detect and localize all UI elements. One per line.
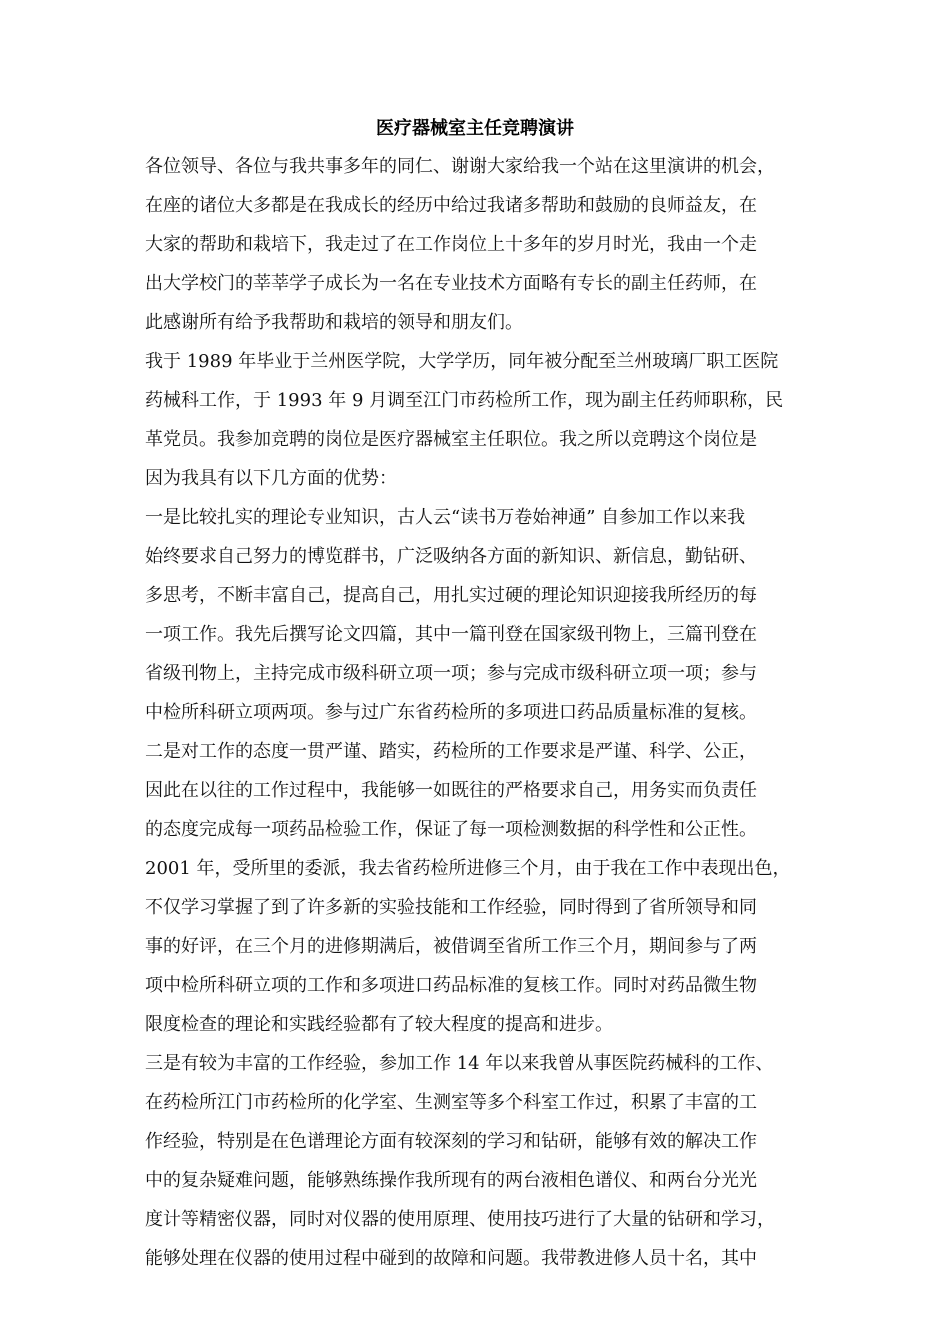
text-line: 多思考，不断丰富自己，提高自己，用扎实过硬的理论知识迎接我所经历的每 <box>145 585 757 606</box>
text-line: 一是比较扎实的理论专业知识，古人云“读书万卷始神通” 自参加工作以来我 <box>145 507 746 528</box>
text-line: 的态度完成每一项药品检验工作，保证了每一项检测数据的科学性和公正性。 <box>145 819 757 840</box>
text-line: 不仅学习掌握了到了许多新的实验技能和工作经验，同时得到了省所领导和同 <box>145 897 757 918</box>
text-line: 药械科工作，于 1993 年 9 月调至江门市药检所工作，现为副主任药师职称，民 <box>145 390 784 411</box>
text-line: 在座的诸位大多都是在我成长的经历中给过我诸多帮助和鼓励的良师益友，在 <box>145 195 757 216</box>
text-line: 2001 年，受所里的委派，我去省药检所进修三个月，由于我在工作中表现出色， <box>145 858 791 879</box>
text-line: 项中检所科研立项的工作和多项进口药品标准的复核工作。同时对药品微生物 <box>145 975 757 996</box>
text-line: 作经验，特别是在色谱理论方面有较深刻的学习和钻研，能够有效的解决工作 <box>145 1131 757 1152</box>
document-title: 医疗器械室主任竞聘演讲 <box>376 118 574 139</box>
text-line: 因此在以往的工作过程中，我能够一如既往的严格要求自己，用务实而负责任 <box>145 780 757 801</box>
text-line: 一项工作。我先后撰写论文四篇，其中一篇刊登在国家级刊物上，三篇刊登在 <box>145 624 757 645</box>
text-line: 在药检所江门市药检所的化学室、生测室等多个科室工作过，积累了丰富的工 <box>145 1092 757 1113</box>
text-line: 因为我具有以下几方面的优势： <box>145 468 397 489</box>
text-line: 度计等精密仪器，同时对仪器的使用原理、使用技巧进行了大量的钻研和学习， <box>145 1209 775 1230</box>
text-line: 此感谢所有给予我帮助和栽培的领导和朋友们。 <box>145 312 523 333</box>
text-line: 我于 1989 年毕业于兰州医学院，大学学历，同年被分配至兰州玻璃厂职工医院 <box>145 351 779 372</box>
text-line: 能够处理在仪器的使用过程中碰到的故障和问题。我带教进修人员十名，其中 <box>145 1248 757 1269</box>
text-line: 二是对工作的态度一贯严谨、踏实，药检所的工作要求是严谨、科学、公正， <box>145 741 757 762</box>
text-line: 事的好评，在三个月的进修期满后，被借调至省所工作三个月，期间参与了两 <box>145 936 757 957</box>
text-line: 三是有较为丰富的工作经验，参加工作 14 年以来我曾从事医院药械科的工作、 <box>145 1053 774 1074</box>
text-line: 中检所科研立项两项。参与过广东省药检所的多项进口药品质量标准的复核。 <box>145 702 757 723</box>
text-line: 出大学校门的莘莘学子成长为一名在专业技术方面略有专长的副主任药师，在 <box>145 273 757 294</box>
document-body <box>145 147 805 1278</box>
text-line: 限度检查的理论和实践经验都有了较大程度的提高和进步。 <box>145 1014 613 1035</box>
text-line: 各位领导、各位与我共事多年的同仁、谢谢大家给我一个站在这里演讲的机会， <box>145 156 775 177</box>
text-line: 始终要求自己努力的博览群书，广泛吸纳各方面的新知识、新信息，勤钻研、 <box>145 546 757 567</box>
text-line: 大家的帮助和栽培下，我走过了在工作岗位上十多年的岁月时光，我由一个走 <box>145 234 757 255</box>
text-line: 省级刊物上，主持完成市级科研立项一项；参与完成市级科研立项一项；参与 <box>145 663 757 684</box>
text-line: 革党员。我参加竞聘的岗位是医疗器械室主任职位。我之所以竞聘这个岗位是 <box>145 429 757 450</box>
text-line: 中的复杂疑难问题，能够熟练操作我所现有的两台液相色谱仪、和两台分光光 <box>145 1170 757 1191</box>
